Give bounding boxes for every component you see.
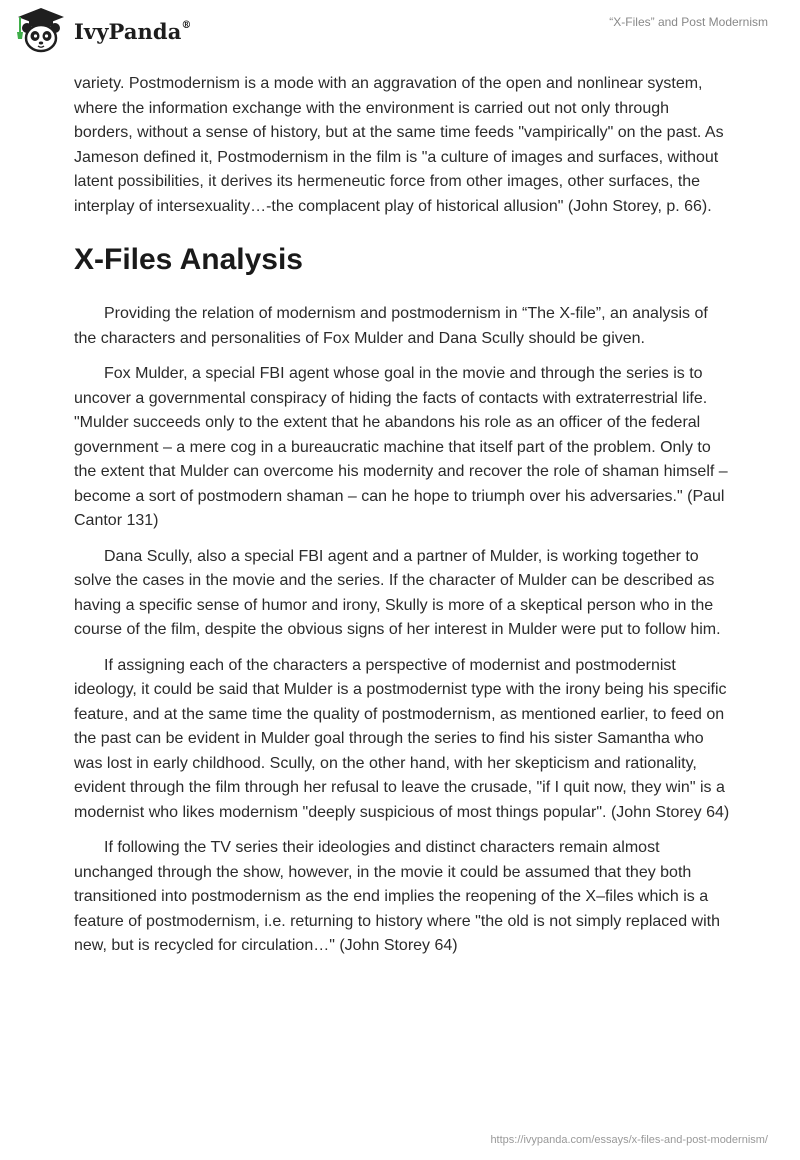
essay-content	[74, 72, 730, 959]
section-heading: X-Files Analysis	[74, 243, 303, 276]
body-paragraph: If assigning each of the characters a perspective of modernist and postmodernist ideology, it could be said that Mulder is a postmodernist type with the irony being his specific feature, and at the same time the quality of postmodernism, as mentioned earlier, to feed on the past can be evident in Mulder goal through the series to find his sister Samantha who was lost in early childhood. Scully, on the other hand, with her skepticism and rationality, evident through the film through her refusal to leave the crusade, "if I quit now, they win" is a modernist who likes modernism "deeply suspicious of most things popular". (John Storey 64)	[74, 656, 730, 821]
body-paragraph: Dana Scully, also a special FBI agent and a partner of Mulder, is working together to solve the cases in the movie and the series. If the character of Mulder can be described as having a specific sense of humor and irony, Skully is more of a skeptical person who in the course of the film, despite the obvious signs of her interest in Mulder were put to follow him.	[74, 547, 721, 638]
body-paragraph: If following the TV series their ideologies and distinct characters remain almost unchanged through the show, however, in the movie it could be assumed that they both transitioned into postmodernism as the end implies the reopening of the X–files which is a feature of postmodernism, i.e. returning to history where "the old is not simply replaced with new, but is recycled for circulation…" (John Storey 64)	[74, 839, 720, 954]
document-title: “X-Files” and Post Modernism	[609, 15, 768, 29]
page-header	[0, 0, 800, 64]
panda-graduate-icon	[12, 6, 70, 54]
brand-logo[interactable]	[12, 6, 192, 54]
brand-name: IvyPanda®	[74, 18, 192, 44]
body-paragraph: Fox Mulder, a special FBI agent whose goal in the movie and through the series is to uncover a governmental conspiracy of hiding the facts of contacts with extraterrestrial life. "Mulder succeeds only to the extent that he abandons his role as an officer of the federal government – a mere cog in a bureaucratic machine that itself part of the problem. Only to the extent that Mulder can overcome his modernity and recover the role of shaman himself – become a sort of postmodern shaman – can he hope to triumph over his adversaries." (Paul Cantor 131)	[74, 365, 728, 529]
body-paragraph: Providing the relation of modernism and postmodernism in “The X-file”, an analysis of the characters and personalities of Fox Mulder and Dana Scully should be given.	[74, 305, 708, 347]
intro-paragraph: variety. Postmodernism is a mode with an aggravation of the open and nonlinear system, where the information exchange with the environment is carried out not only through borders, without a sense of history, but at the same time feeds "vampirically" on the past. As Jameson defined it, Postmodernism in the film is "a culture of images and surfaces, without latent possibilities, it derives its hermeneutic force from other images, other surfaces, the interplay of intersexuality…-the complacent play of historical allusion" (John Storey, p. 66).	[74, 75, 724, 215]
source-url[interactable]: https://ivypanda.com/essays/x-files-and-post-modernism/	[490, 1134, 768, 1146]
